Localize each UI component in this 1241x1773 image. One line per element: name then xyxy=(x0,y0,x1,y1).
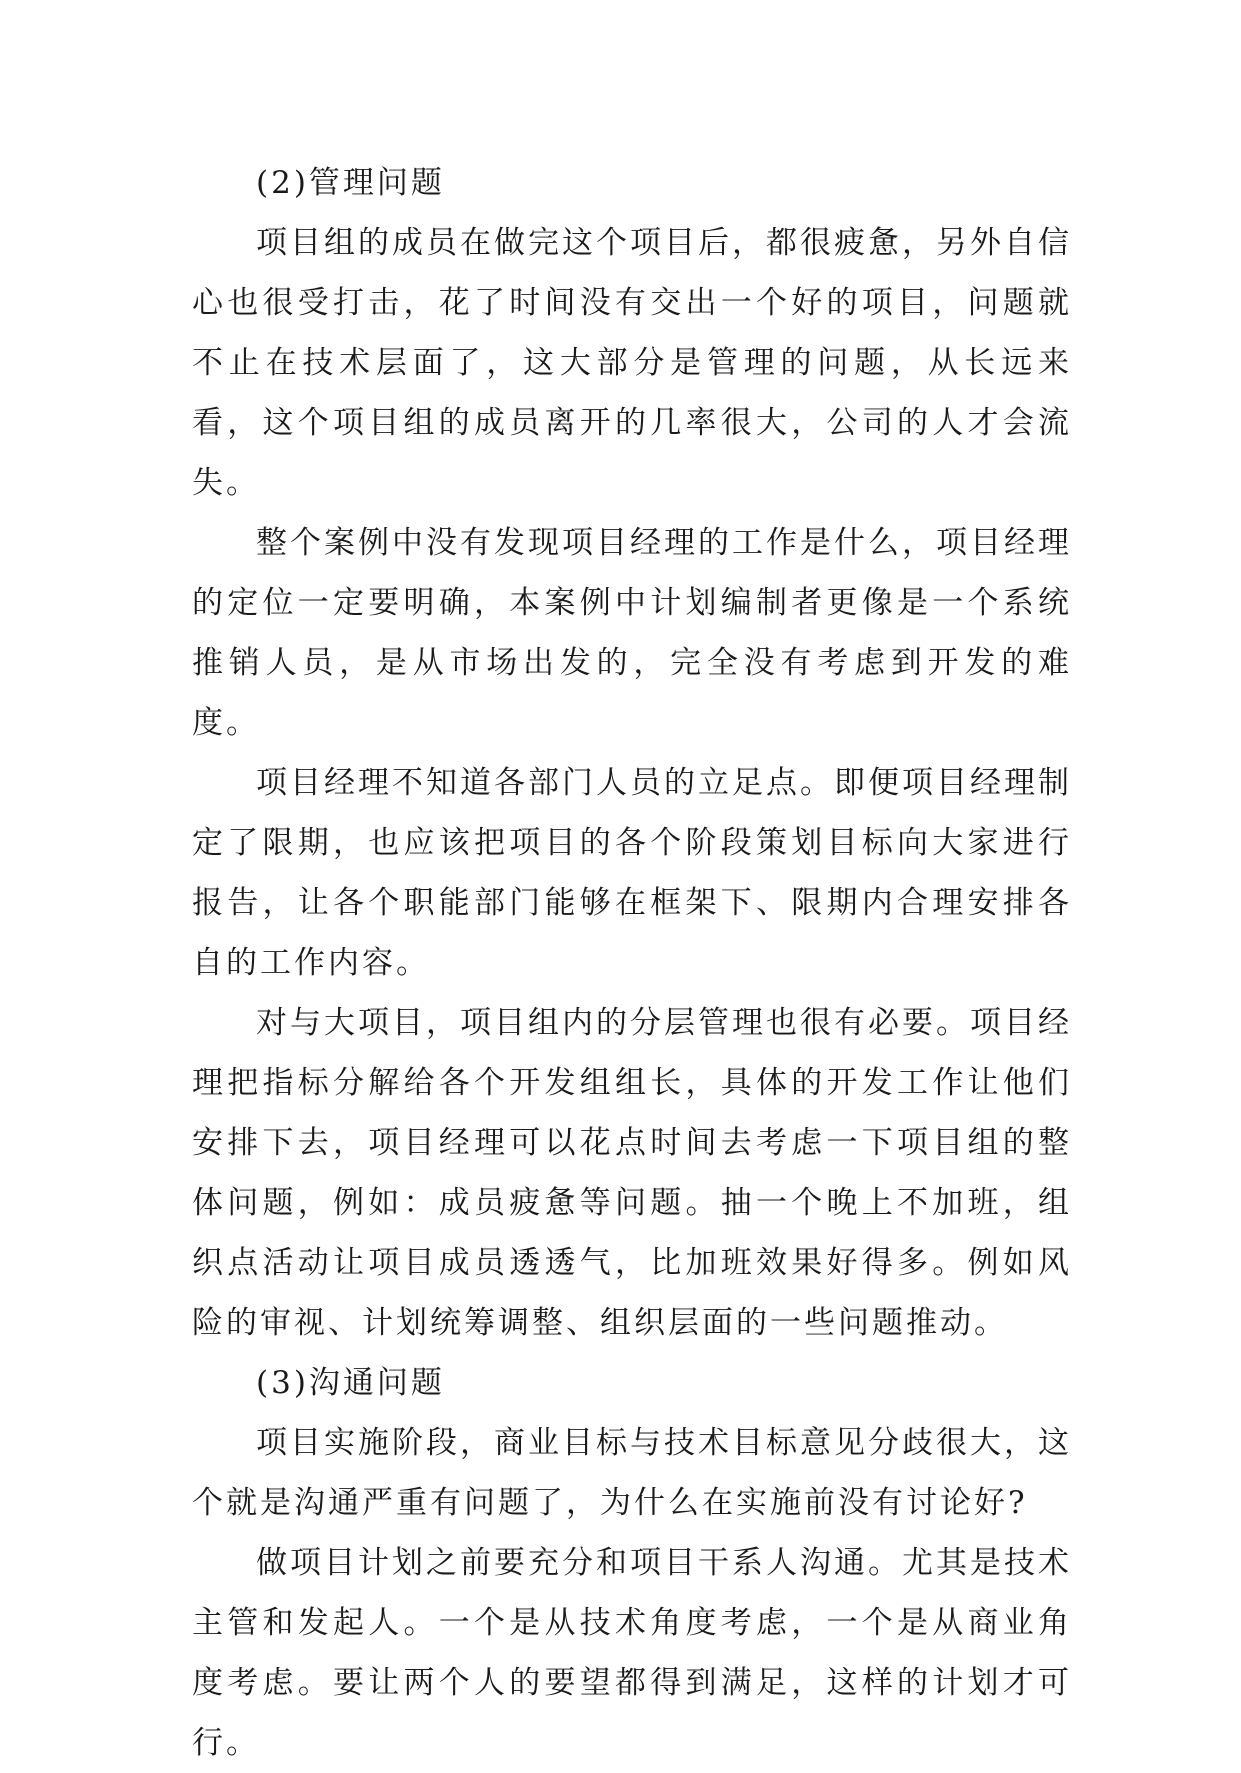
document-body xyxy=(192,153,1072,1773)
paragraph-pm-role: 整个案例中没有发现项目经理的工作是什么，项目经理的定位一定要明确，本案例中计划编制者更像是一个系统推销人员，是从市场出发的，完全没有考虑到开发的难度。 xyxy=(192,525,1072,741)
paragraph-goal-divergence: 项目实施阶段，商业目标与技术目标意见分歧很大，这个就是沟通严重有问题了，为什么在实施前没有讨论好? xyxy=(192,1425,1072,1521)
paragraph-layered-management: 对与大项目，项目组内的分层管理也很有必要。项目经理把指标分解给各个开发组组长，具体的开发工作让他们安排下去，项目经理可以花点时间去考虑一下项目组的整体问题，例如：成员疲惫等问题。抽一个晚上不加班，组织点活动让项目成员透透气，比加班效果好得多。例如风险的审视、计划统筹调整、组织层面的一些问题推动。 xyxy=(192,1005,1072,1341)
paragraph-stakeholder-communication: 做项目计划之前要充分和项目干系人沟通。尤其是技术主管和发起人。一个是从技术角度考虑，一个是从商业角度考虑。要让两个人的要望都得到满足，这样的计划才可行。 xyxy=(192,1545,1072,1761)
paragraph-team-fatigue: 项目组的成员在做完这个项目后，都很疲惫，另外自信心也很受打击，花了时间没有交出一个好的项目，问题就不止在技术层面了，这大部分是管理的问题，从长远来看，这个项目组的成员离开的几率很大，公司的人才会流失。 xyxy=(192,225,1072,501)
section-heading-management: (2)管理问题 xyxy=(256,165,445,201)
section-heading-communication: (3)沟通问题 xyxy=(256,1365,445,1401)
paragraph-department-standpoint: 项目经理不知道各部门人员的立足点。即便项目经理制定了限期，也应该把项目的各个阶段策划目标向大家进行报告，让各个职能部门能够在框架下、限期内合理安排各自的工作内容。 xyxy=(192,765,1072,981)
